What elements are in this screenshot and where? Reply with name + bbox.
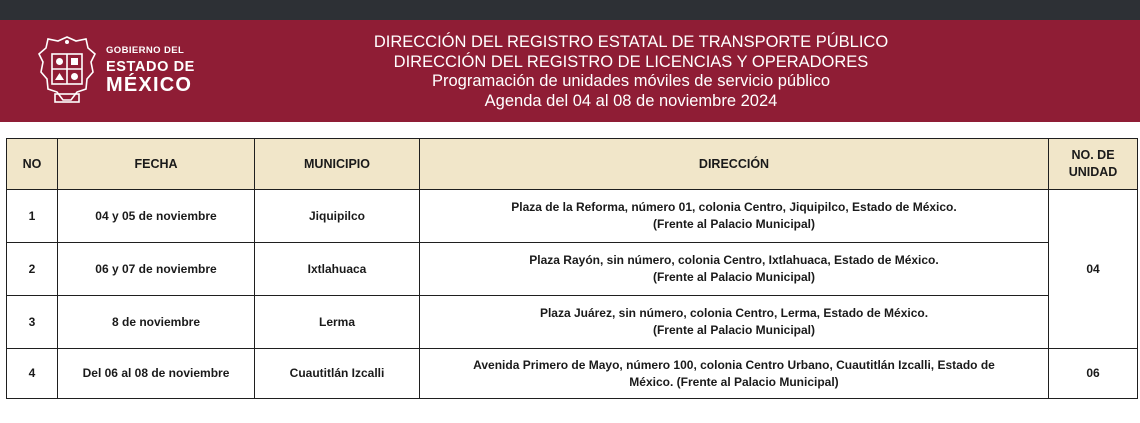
cell-municipio: Jiquipilco: [255, 190, 420, 243]
address-line: Plaza Rayón, sin número, colonia Centro, Ixtlahuaca, Estado de México.: [529, 253, 939, 267]
logo-line-2: ESTADO DE: [106, 58, 195, 75]
cell-unidad: 06: [1049, 349, 1138, 399]
address-note: México. (Frente al Palacio Municipal): [629, 374, 839, 389]
heading-agenda-dates: Agenda del 04 al 08 de noviembre 2024: [484, 91, 778, 110]
logo-line-1: GOBIERNO DEL: [106, 45, 185, 56]
cell-fecha: 04 y 05 de noviembre: [58, 190, 255, 243]
cell-direccion: [420, 190, 1049, 243]
schedule-table: [6, 138, 1138, 399]
government-logo-text: [106, 46, 195, 95]
table-row: [7, 243, 1138, 296]
logo-line-3: MÉXICO: [106, 74, 193, 96]
document-heading: [200, 33, 1062, 111]
table-row: [7, 190, 1138, 243]
heading-subtitle: Programación de unidades móviles de servicio público: [431, 72, 831, 90]
header-banner: [0, 20, 1140, 122]
column-header-fecha: FECHA: [58, 139, 255, 190]
table-row: [7, 296, 1138, 349]
address-line: Avenida Primero de Mayo, número 100, colonia Centro Urbano, Cuautitlán Izcalli, Estado de: [473, 357, 995, 372]
address-note: (Frente al Palacio Municipal): [652, 217, 816, 231]
cell-direccion: [420, 296, 1049, 349]
top-bar: [0, 0, 1140, 20]
cell-municipio: Ixtlahuaca: [255, 243, 420, 296]
cell-no: 1: [7, 190, 58, 243]
column-header-municipio: MUNICIPIO: [255, 139, 420, 190]
cell-unidad: 04: [1049, 190, 1138, 349]
column-header-unidad: NO. DE UNIDAD: [1049, 139, 1138, 190]
cell-no: 4: [7, 349, 58, 399]
column-header-direccion: DIRECCIÓN: [420, 139, 1049, 190]
cell-no: 3: [7, 296, 58, 349]
cell-fecha: 8 de noviembre: [58, 296, 255, 349]
cell-no: 2: [7, 243, 58, 296]
cell-municipio: Cuautitlán Izcalli: [255, 349, 420, 399]
address-line: Plaza de la Reforma, número 01, colonia Centro, Jiquipilco, Estado de México.: [511, 200, 957, 214]
cell-fecha: Del 06 al 08 de noviembre: [58, 349, 255, 399]
table-header-row: [7, 139, 1138, 190]
table-row: [7, 349, 1138, 399]
cell-direccion: [420, 243, 1049, 296]
address-line: Plaza Juárez, sin número, colonia Centro, Lerma, Estado de México.: [539, 306, 929, 320]
state-seal-icon: [36, 34, 98, 108]
heading-line-1: DIRECCIÓN DEL REGISTRO ESTATAL DE TRANSPORTE PÚBLICO: [373, 33, 889, 51]
heading-line-2: DIRECCIÓN DEL REGISTRO DE LICENCIAS Y OPERADORES: [393, 52, 869, 71]
cell-fecha: 06 y 07 de noviembre: [58, 243, 255, 296]
cell-municipio: Lerma: [255, 296, 420, 349]
address-note: (Frente al Palacio Municipal): [652, 323, 816, 337]
cell-direccion: [420, 349, 1049, 399]
column-header-no: NO: [7, 139, 58, 190]
address-note: (Frente al Palacio Municipal): [652, 270, 816, 284]
